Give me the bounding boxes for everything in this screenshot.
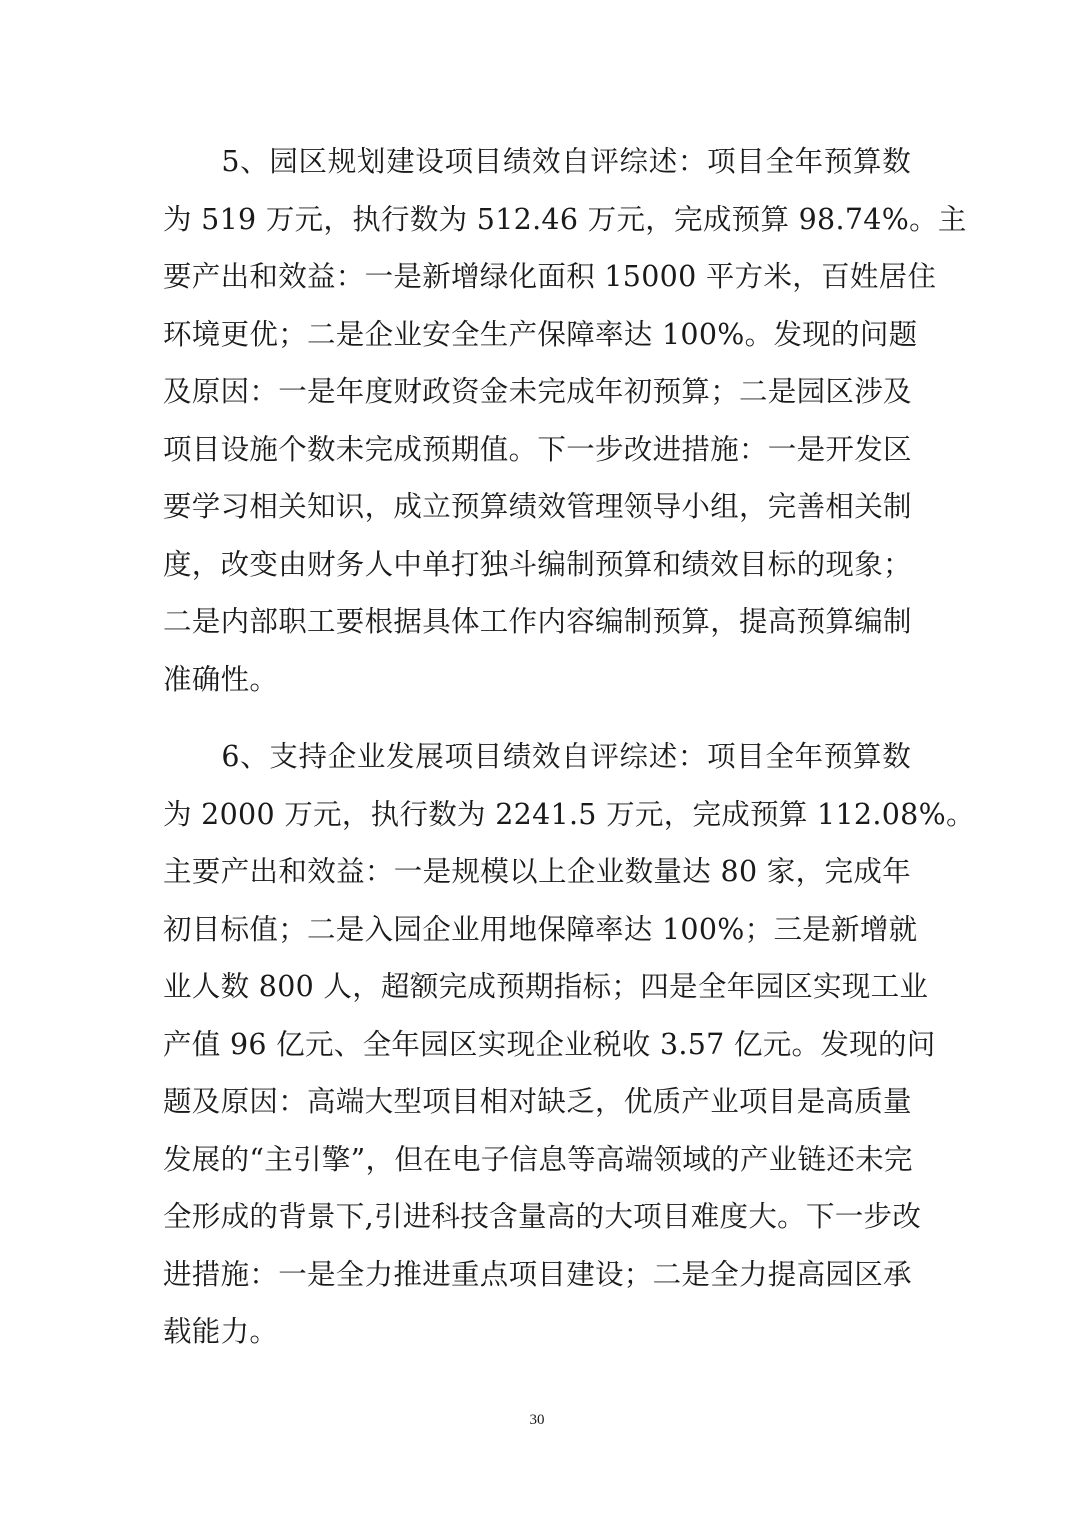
text-line: 二是内部职工要根据具体工作内容编制预算，提高预算编制 [163, 605, 912, 638]
text-line: 发展的“主引擎”，但在电子信息等高端领域的产业链还未完 [163, 1142, 913, 1176]
text-line: 业人数 800 人，超额完成预期指标；四是全年园区实现工业 [163, 970, 929, 1003]
text-line: 环境更优；二是企业安全生产保障率达 100%。发现的问题 [163, 317, 918, 351]
text-line: 5、园区规划建设项目绩效自评综述：项目全年预算数 [163, 145, 911, 178]
text-line: 及原因：一是年度财政资金未完成年初预算；二是园区涉及 [163, 375, 912, 408]
paragraph-5-park-planning [163, 133, 967, 708]
text-line: 载能力。 [163, 1315, 279, 1348]
text-line: 要学习相关知识，成立预算绩效管理领导小组，完善相关制 [163, 490, 912, 523]
text-line: 项目设施个数未完成预期值。下一步改进措施：一是开发区 [163, 432, 912, 466]
text-line: 主要产出和效益：一是规模以上企业数量达 80 家，完成年 [163, 855, 911, 888]
paragraph-6-enterprise-support [163, 728, 975, 1361]
text-line: 要产出和效益：一是新增绿化面积 15000 平方米，百姓居住 [163, 260, 937, 293]
document-body [163, 133, 975, 1361]
text-line: 为 2000 万元，执行数为 2241.5 万元，完成预算 112.08%。 [163, 797, 975, 831]
text-line: 初目标值；二是入园企业用地保障率达 100%；三是新增就 [163, 912, 918, 946]
text-line: 进措施：一是全力推进重点项目建设；二是全力提高园区承 [163, 1257, 912, 1291]
text-line: 题及原因：高端大型项目相对缺乏，优质产业项目是高质量 [163, 1085, 912, 1118]
text-line: 度，改变由财务人中单打独斗编制预算和绩效目标的现象； [163, 547, 912, 581]
page-number: 30 [529, 1412, 545, 1428]
paragraph-spacer [163, 708, 911, 728]
text-line: 产值 96 亿元、全年园区实现企业税收 3.57 亿元。发现的问 [163, 1027, 936, 1061]
text-line: 6、支持企业发展项目绩效自评综述：项目全年预算数 [163, 740, 911, 773]
text-line: 全形成的背景下,引进科技含量高的大项目难度大。下一步改 [163, 1200, 922, 1233]
text-line: 准确性。 [163, 662, 279, 696]
text-line: 为 519 万元，执行数为 512.46 万元，完成预算 98.74%。主 [163, 202, 967, 236]
